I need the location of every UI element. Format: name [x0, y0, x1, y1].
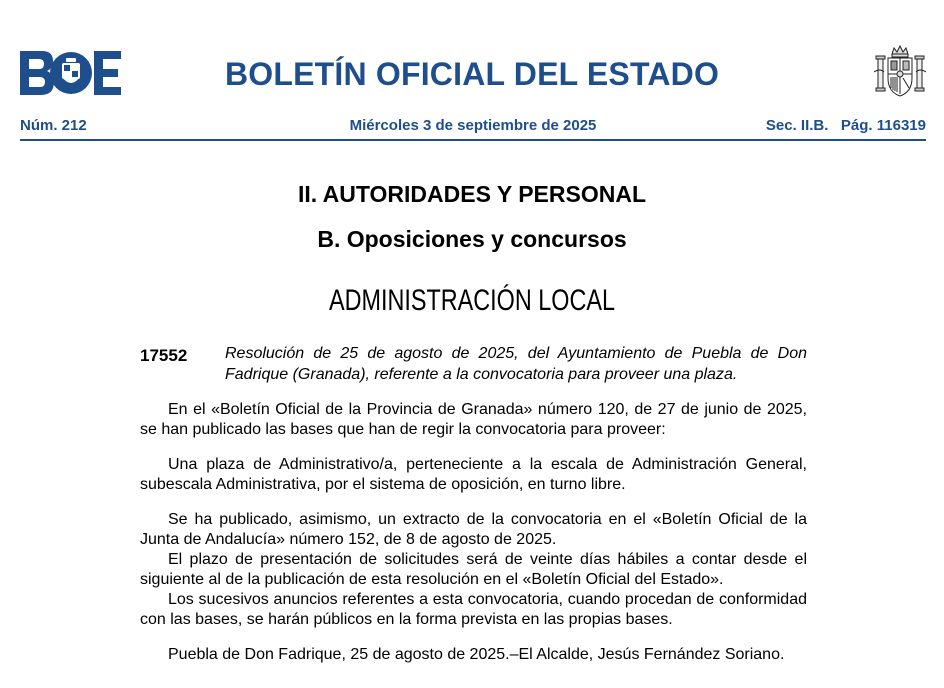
entry-summary: Resolución de 25 de agosto de 2025, del Ayuntamiento de Puebla de Don Fadrique (Granada), referente a la convocatoria para proveer una plaza. — [225, 345, 807, 383]
paragraph: Una plaza de Administrativo/a, perteneciente a la escala de Administración General, subescala Administrativa, por el sistema de oposición, en turno libre. — [140, 456, 807, 493]
paragraph: Los sucesivos anuncios referentes a esta convocatoria, cuando procedan de conformidad con las bases, se harán públicos en la forma prevista en las propias bases. — [140, 591, 807, 628]
signature-line: Puebla de Don Fadrique, 25 de agosto de 2025.–El Alcalde, Jesús Fernández Soriano. — [168, 646, 785, 663]
coat-of-arms-icon — [872, 44, 928, 100]
subsection-title: B. Oposiciones y concursos — [317, 226, 627, 252]
entry-body — [140, 400, 807, 665]
paragraph: Se ha publicado, asimismo, un extracto de la convocatoria en el «Boletín Oficial de la Junta de Andalucía» número 152, de 8 de agosto de 2025. — [140, 511, 807, 548]
issue-number: Núm. 212 — [20, 117, 87, 134]
section-title: II. AUTORIDADES Y PERSONAL — [297, 181, 647, 207]
section-page: Sec. II.B. Pág. 116319 — [765, 117, 926, 134]
header-divider — [20, 139, 926, 141]
entry-number: 17552 — [140, 346, 188, 365]
issue-date: Miércoles 3 de septiembre de 2025 — [349, 117, 597, 134]
paragraph: En el «Boletín Oficial de la Provincia de Granada» número 120, de 27 de junio de 2025, se han publicado las bases que han de regir la convocatoria para proveer: — [140, 401, 807, 438]
info-bar — [20, 117, 926, 137]
category-title: ADMINISTRACIÓN LOCAL — [328, 284, 616, 317]
paragraph: El plazo de presentación de solicitudes será de veinte días hábiles a contar desde el siguiente al de la publicación de esta resolución en el «Boletín Oficial del Estado». — [140, 551, 807, 588]
masthead-title: BOLETÍN OFICIAL DEL ESTADO — [224, 56, 720, 92]
